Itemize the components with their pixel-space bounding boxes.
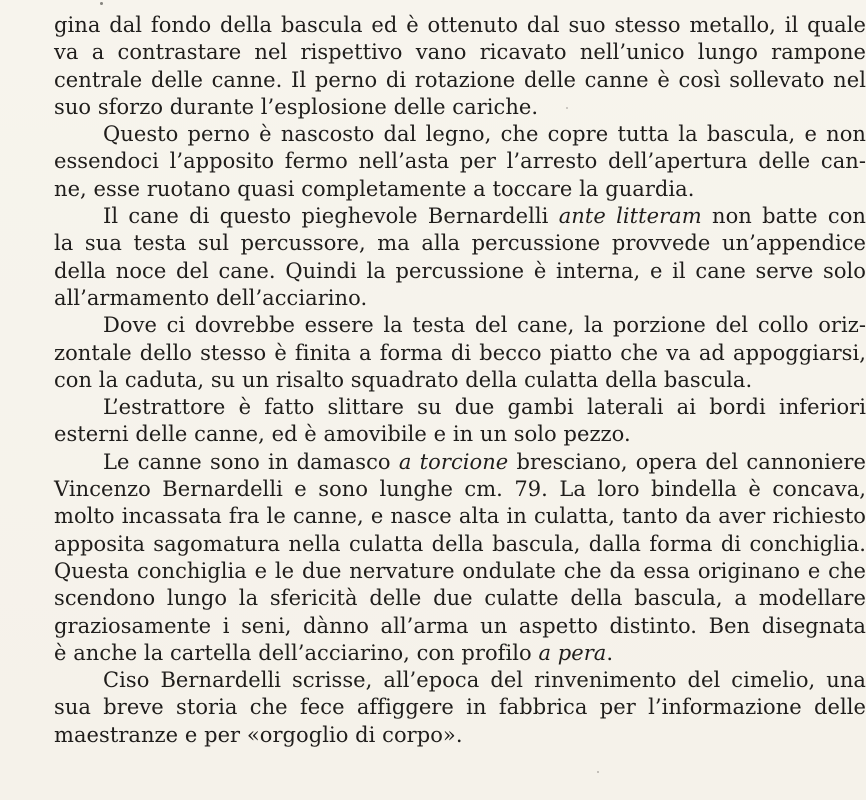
text-line bbox=[54, 340, 866, 367]
text-line bbox=[54, 285, 866, 312]
text-segment: scendono lungo la sfericità delle due culatte della bascula, a modellare bbox=[54, 586, 866, 611]
text-segment: della noce del cane. Quindi la percussione è interna, e il cane serve solo bbox=[54, 258, 866, 283]
paper-speck bbox=[100, 2, 103, 5]
text-line bbox=[54, 12, 866, 39]
text-line bbox=[54, 476, 866, 503]
text-segment: gina dal fondo della bascula ed è ottenuto dal suo stesso metallo, il quale bbox=[54, 13, 866, 37]
text-segment: Questo perno è nascosto dal legno, che copre tutta la bascula, e non bbox=[103, 122, 866, 147]
text-segment: graziosamente i seni, dànno all’arma un aspetto distinto. Ben disegnata bbox=[54, 613, 866, 638]
text-line bbox=[54, 503, 866, 530]
text-segment: esterni delle canne, ed è amovibile e in un solo pezzo. bbox=[54, 422, 631, 447]
text-line bbox=[54, 449, 866, 476]
text-line bbox=[54, 694, 866, 721]
text-segment: non batte con bbox=[701, 204, 866, 229]
text-line bbox=[54, 121, 866, 148]
text-line bbox=[54, 613, 866, 640]
text-segment: ne, esse ruotano quasi completamente a toccare la guardia. bbox=[54, 176, 695, 201]
text-line bbox=[54, 667, 866, 694]
text-line bbox=[54, 258, 866, 285]
text-segment: bresciano, opera del cannoniere bbox=[508, 449, 866, 474]
text-line bbox=[54, 39, 866, 66]
text-line bbox=[54, 67, 866, 94]
text-segment: la sua testa sul percussore, ma alla percussione provvede un’appendice bbox=[54, 231, 866, 256]
text-segment: . bbox=[606, 640, 614, 665]
text-segment: L’estrattore è fatto slittare su due gambi laterali ai bordi inferiori bbox=[103, 395, 866, 420]
text-segment: all’armamento dell’acciarino. bbox=[54, 285, 368, 310]
text-segment: va a contrastare nel rispettivo vano ricavato nell’unico lungo rampone bbox=[54, 40, 866, 65]
text-segment: è anche la cartella dell’acciarino, con profilo bbox=[54, 640, 539, 665]
italic-text-segment: ante litteram bbox=[558, 204, 702, 229]
italic-text-segment: a torcione bbox=[398, 449, 509, 474]
text-segment: con la caduta, su un risalto squadrato della culatta della bascula. bbox=[54, 367, 753, 392]
text-line bbox=[54, 230, 866, 257]
text-segment: sua breve storia che fece affiggere in fabbrica per l’informazione delle bbox=[54, 695, 866, 720]
italic-text-segment: a pera bbox=[538, 640, 607, 665]
text-segment: maestranze e per «orgoglio di corpo». bbox=[54, 722, 463, 747]
body-text bbox=[54, 12, 866, 749]
text-line bbox=[54, 94, 866, 121]
text-segment: molto incassata fra le canne, e nasce alta in culatta, tanto da aver richiesto bbox=[54, 504, 866, 529]
text-line bbox=[54, 558, 866, 585]
text-segment: Vincenzo Bernardelli e sono lunghe cm. 79. La loro bindella è concava, bbox=[54, 477, 866, 502]
text-segment: Questa conchiglia e le due nervature ondulate che da essa originano e che bbox=[54, 558, 866, 583]
text-line bbox=[54, 312, 866, 339]
text-line bbox=[54, 203, 866, 230]
text-line bbox=[54, 394, 866, 421]
text-segment: Ciso Bernardelli scrisse, all’epoca del rinvenimento del cimelio, una bbox=[103, 668, 866, 693]
text-segment: centrale delle canne. Il perno di rotazione delle canne è così sollevato nel bbox=[54, 67, 866, 92]
text-segment: Le canne sono in damasco bbox=[103, 449, 399, 474]
text-line bbox=[54, 367, 866, 394]
text-segment: suo sforzo durante l’esplosione delle cariche. bbox=[54, 94, 539, 119]
text-line bbox=[54, 421, 866, 448]
text-line bbox=[54, 176, 866, 203]
text-segment: Il cane di questo pieghevole Bernardelli bbox=[103, 204, 559, 229]
text-line bbox=[54, 148, 866, 175]
text-line bbox=[54, 531, 866, 558]
text-line bbox=[54, 640, 866, 667]
text-segment: apposita sagomatura nella culatta della bascula, dalla forma di conchiglia. bbox=[54, 531, 866, 556]
text-segment: zontale dello stesso è finita a forma di becco piatto che va ad appoggiarsi, bbox=[54, 340, 866, 365]
text-segment: essendoci l’apposito fermo nell’asta per l’arresto dell’apertura delle can- bbox=[54, 149, 866, 174]
text-line bbox=[54, 722, 866, 749]
text-line bbox=[54, 585, 866, 612]
paper-speck bbox=[597, 771, 599, 773]
text-segment: Dove ci dovrebbe essere la testa del cane, la porzione del collo oriz- bbox=[103, 313, 866, 338]
paper-speck bbox=[566, 107, 568, 109]
